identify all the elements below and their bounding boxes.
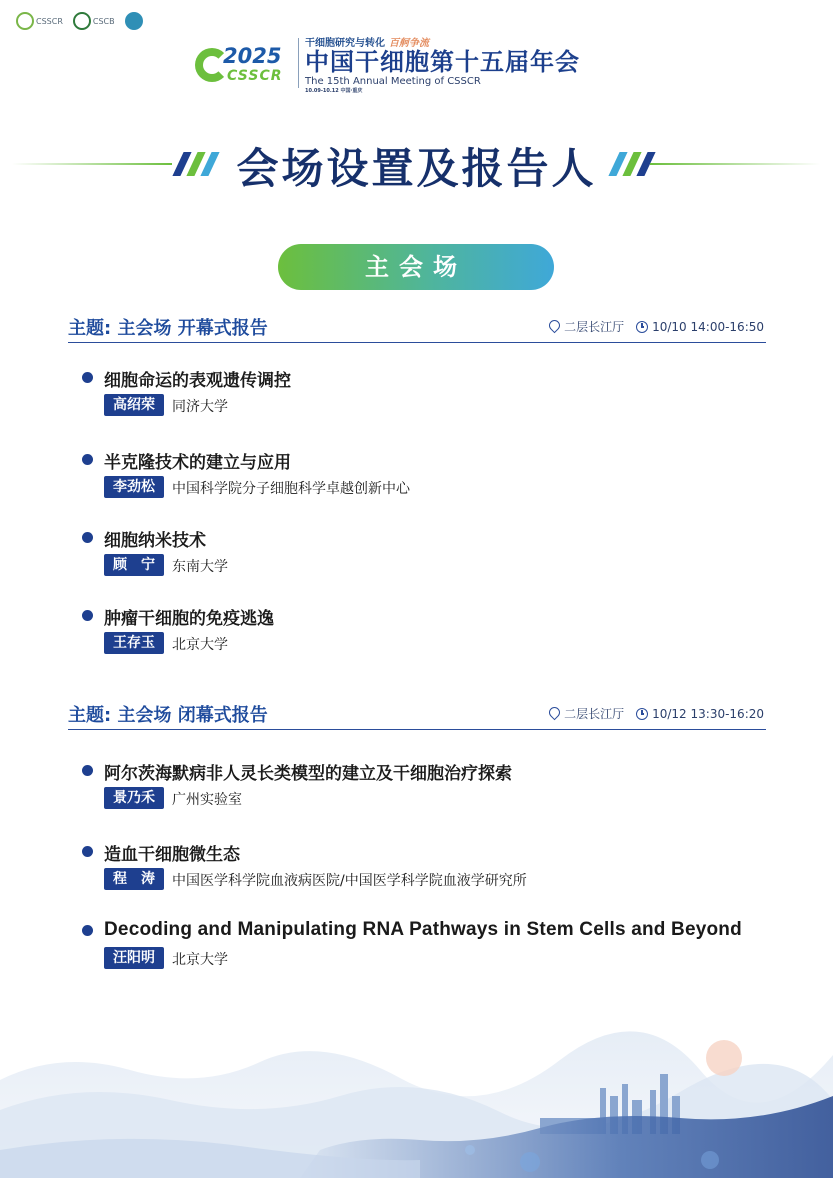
- talk-title: 肿瘤干细胞的免疫逃逸: [104, 609, 274, 629]
- speaker-affiliation: 北京大学: [172, 637, 228, 653]
- cscb-logo: CSCB: [73, 12, 115, 30]
- tagline-text: 干细胞研究与转化: [305, 38, 385, 49]
- conference-header: [195, 34, 635, 92]
- talk-title: 造血干细胞微生态: [104, 845, 240, 865]
- bullet-dot-icon: [82, 532, 93, 543]
- speaker-affiliation: 北京大学: [172, 952, 228, 968]
- conference-logo: [195, 38, 295, 90]
- session-datetime: 10/10 14:00-16:50: [652, 319, 764, 334]
- csscr-logo-icon: [16, 12, 34, 30]
- session-header: [68, 697, 766, 730]
- bullet-dot-icon: [82, 454, 93, 465]
- logo-year: 2025: [223, 44, 282, 68]
- speaker-affiliation: 同济大学: [172, 399, 228, 415]
- society-emblem-icon: [125, 12, 143, 30]
- conference-title: 中国干细胞第十五届年会: [305, 48, 580, 76]
- speaker-affiliation: 中国科学院分子细胞科学卓越创新中心: [172, 481, 410, 497]
- csscr-logo: CSSCR: [16, 12, 63, 30]
- talk-title: 阿尔茨海默病非人灵长类模型的建立及干细胞治疗探索: [104, 764, 512, 784]
- venue-pill: 主会场: [278, 244, 554, 290]
- cscb-logo-icon: [73, 12, 91, 30]
- location-pin-icon: [547, 705, 563, 721]
- speaker-badge: 景乃禾: [104, 787, 164, 809]
- header-divider: [298, 38, 299, 88]
- bullet-dot-icon: [82, 372, 93, 383]
- speaker-badge: 顾 宁: [104, 554, 164, 576]
- speaker-badge: 王存玉: [104, 632, 164, 654]
- speaker-affiliation: 中国医学科学院血液病医院/中国医学科学院血液学研究所: [172, 873, 527, 889]
- session-meta: [549, 318, 764, 335]
- logo-abbr: CSSCR: [227, 68, 283, 84]
- speaker-affiliation: 广州实验室: [172, 792, 242, 808]
- partner-logos: [16, 12, 143, 30]
- clock-icon: [636, 708, 648, 720]
- clock-icon: [636, 321, 648, 333]
- landscape-illustration: [0, 1000, 833, 1178]
- title-line-right: [650, 163, 820, 165]
- speaker-affiliation: 东南大学: [172, 559, 228, 575]
- session-theme: 主题: 主会场 开幕式报告: [68, 318, 268, 339]
- talk-title: 细胞纳米技术: [104, 531, 206, 551]
- session-closing: [68, 697, 766, 968]
- session-datetime: 10/12 13:30-16:20: [652, 706, 764, 721]
- speaker-badge: 汪阳明: [104, 947, 164, 969]
- page-title: 会场设置及报告人: [236, 144, 597, 193]
- session-location: 二层长江厅: [564, 707, 625, 721]
- page-title-row: [0, 130, 833, 193]
- sun-icon: [706, 1040, 742, 1076]
- mountains-skyline-graphic: [0, 1000, 833, 1178]
- bullet-dot-icon: [82, 610, 93, 621]
- location-pin-icon: [547, 318, 563, 334]
- conference-date-place: 10.09-10.12 中国·重庆: [305, 88, 363, 94]
- bullet-dot-icon: [82, 925, 93, 936]
- tagline-script: 百舸争流: [389, 38, 429, 49]
- session-opening: [68, 310, 766, 653]
- session-header: [68, 310, 766, 343]
- talk-title: Decoding and Manipulating RNA Pathways in Stem Cells and Beyond: [104, 919, 742, 940]
- bullet-dot-icon: [82, 846, 93, 857]
- talk-title: 半克隆技术的建立与应用: [104, 453, 291, 473]
- bullet-dot-icon: [82, 765, 93, 776]
- talk-title: 细胞命运的表观遗传调控: [104, 371, 291, 391]
- header-text: [305, 34, 580, 94]
- conference-subtitle: The 15th Annual Meeting of CSSCR: [305, 76, 481, 87]
- speaker-badge: 高绍荣: [104, 394, 164, 416]
- session-meta: [549, 705, 764, 722]
- speaker-badge: 程 涛: [104, 868, 164, 890]
- speaker-badge: 李劲松: [104, 476, 164, 498]
- session-location: 二层长江厅: [564, 320, 625, 334]
- header-tagline: [305, 34, 580, 49]
- session-theme: 主题: 主会场 闭幕式报告: [68, 705, 268, 726]
